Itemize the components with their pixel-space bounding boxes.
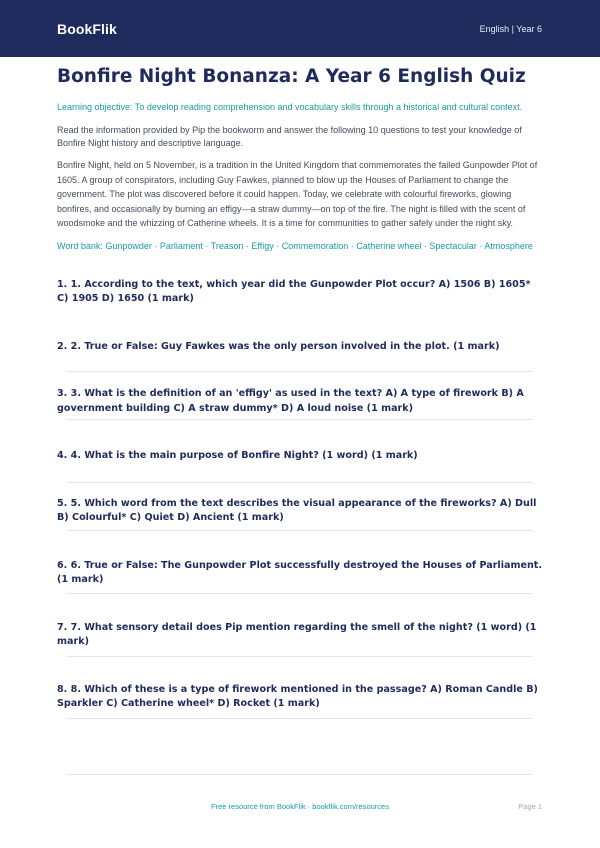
instructions: Read the information provided by Pip the bookworm and answer the following 10 questions to test your knowledge of Bonfire Night history and descriptive language.: [57, 125, 522, 148]
question-2: 2. 2. True or False: Guy Fawkes was the only person involved in the plot. (1 mark): [57, 340, 500, 352]
question-8: 8. 8. Which of these is a type of firework mentioned in the passage? A) Roman Candle B) Sparkler C) Catherine wheel* D) Rocket (1 mark): [57, 683, 538, 710]
question-1: 1. 1. According to the text, which year did the Gunpowder Plot occur? A) 1506 B) 1605* C) 1905 D) 1650 (1 mark): [57, 278, 531, 305]
worksheet-body: [57, 101, 544, 745]
word-bank: Word bank: Gunpowder · Parliament · Treason · Effigy · Commemoration · Catherine wheel · Spectacular · Atmosphere: [57, 240, 533, 251]
answer-line-2[interactable]: [67, 419, 532, 420]
question-5: 5. 5. Which word from the text describes the visual appearance of the fireworks? A) Dull B) Colourful* C) Quiet D) Ancient (1 mark): [57, 497, 537, 524]
question-3: 3. 3. What is the definition of an 'effigy' as used in the text? A) A type of firework B) A government building C) A straw dummy* D) A loud noise (1 mark): [57, 388, 524, 414]
answer-line-3[interactable]: [67, 482, 532, 483]
footer-credit[interactable]: Free resource from BookFlik · bookflik.com/resources: [211, 802, 389, 811]
answer-line-1[interactable]: [67, 371, 532, 372]
answer-line-5[interactable]: [67, 593, 532, 594]
question-4: 4. 4. What is the main purpose of Bonfire Night? (1 word) (1 mark): [57, 450, 418, 462]
question-list: [57, 278, 544, 712]
page-number: Page 1: [518, 802, 542, 811]
answer-line-7[interactable]: [67, 718, 532, 719]
brand-logo[interactable]: BookFlik: [57, 20, 117, 37]
subject-tag: English | Year 6: [479, 23, 542, 34]
page-title: Bonfire Night Bonanza: A Year 6 English Quiz: [57, 66, 526, 87]
answer-line-6[interactable]: [67, 656, 532, 657]
reading-passage: Bonfire Night, held on 5 November, is a tradition in the United Kingdom that commemorates the failed Gunpowder Plot of 1605. A group of conspirators, including Guy Fawkes, planned to blow up the Houses of Parliament to change the government. The plot was discovered before it could happen. Today, we celebrate with colourful fireworks, glowing bonfires, and occasionally by burning an effigy—a straw dummy—on top of the fire. The night is filled with the scent of woodsmoke and the whizzing of Catherine wheels. It is a time for communities to gather safely under the night sky.: [57, 160, 538, 229]
header-bar: [0, 0, 600, 57]
question-7: 7. 7. What sensory detail does Pip mention regarding the smell of the night? (1 word) (1 mark): [57, 621, 537, 648]
question-6: 6. 6. True or False: The Gunpowder Plot successfully destroyed the Houses of Parliament. (1 mark): [57, 559, 543, 586]
answer-line-4[interactable]: [67, 530, 532, 531]
learning-objective: Learning objective: To develop reading comprehension and vocabulary skills through a historical and cultural context.: [57, 102, 523, 112]
answer-line-8[interactable]: [67, 774, 532, 775]
